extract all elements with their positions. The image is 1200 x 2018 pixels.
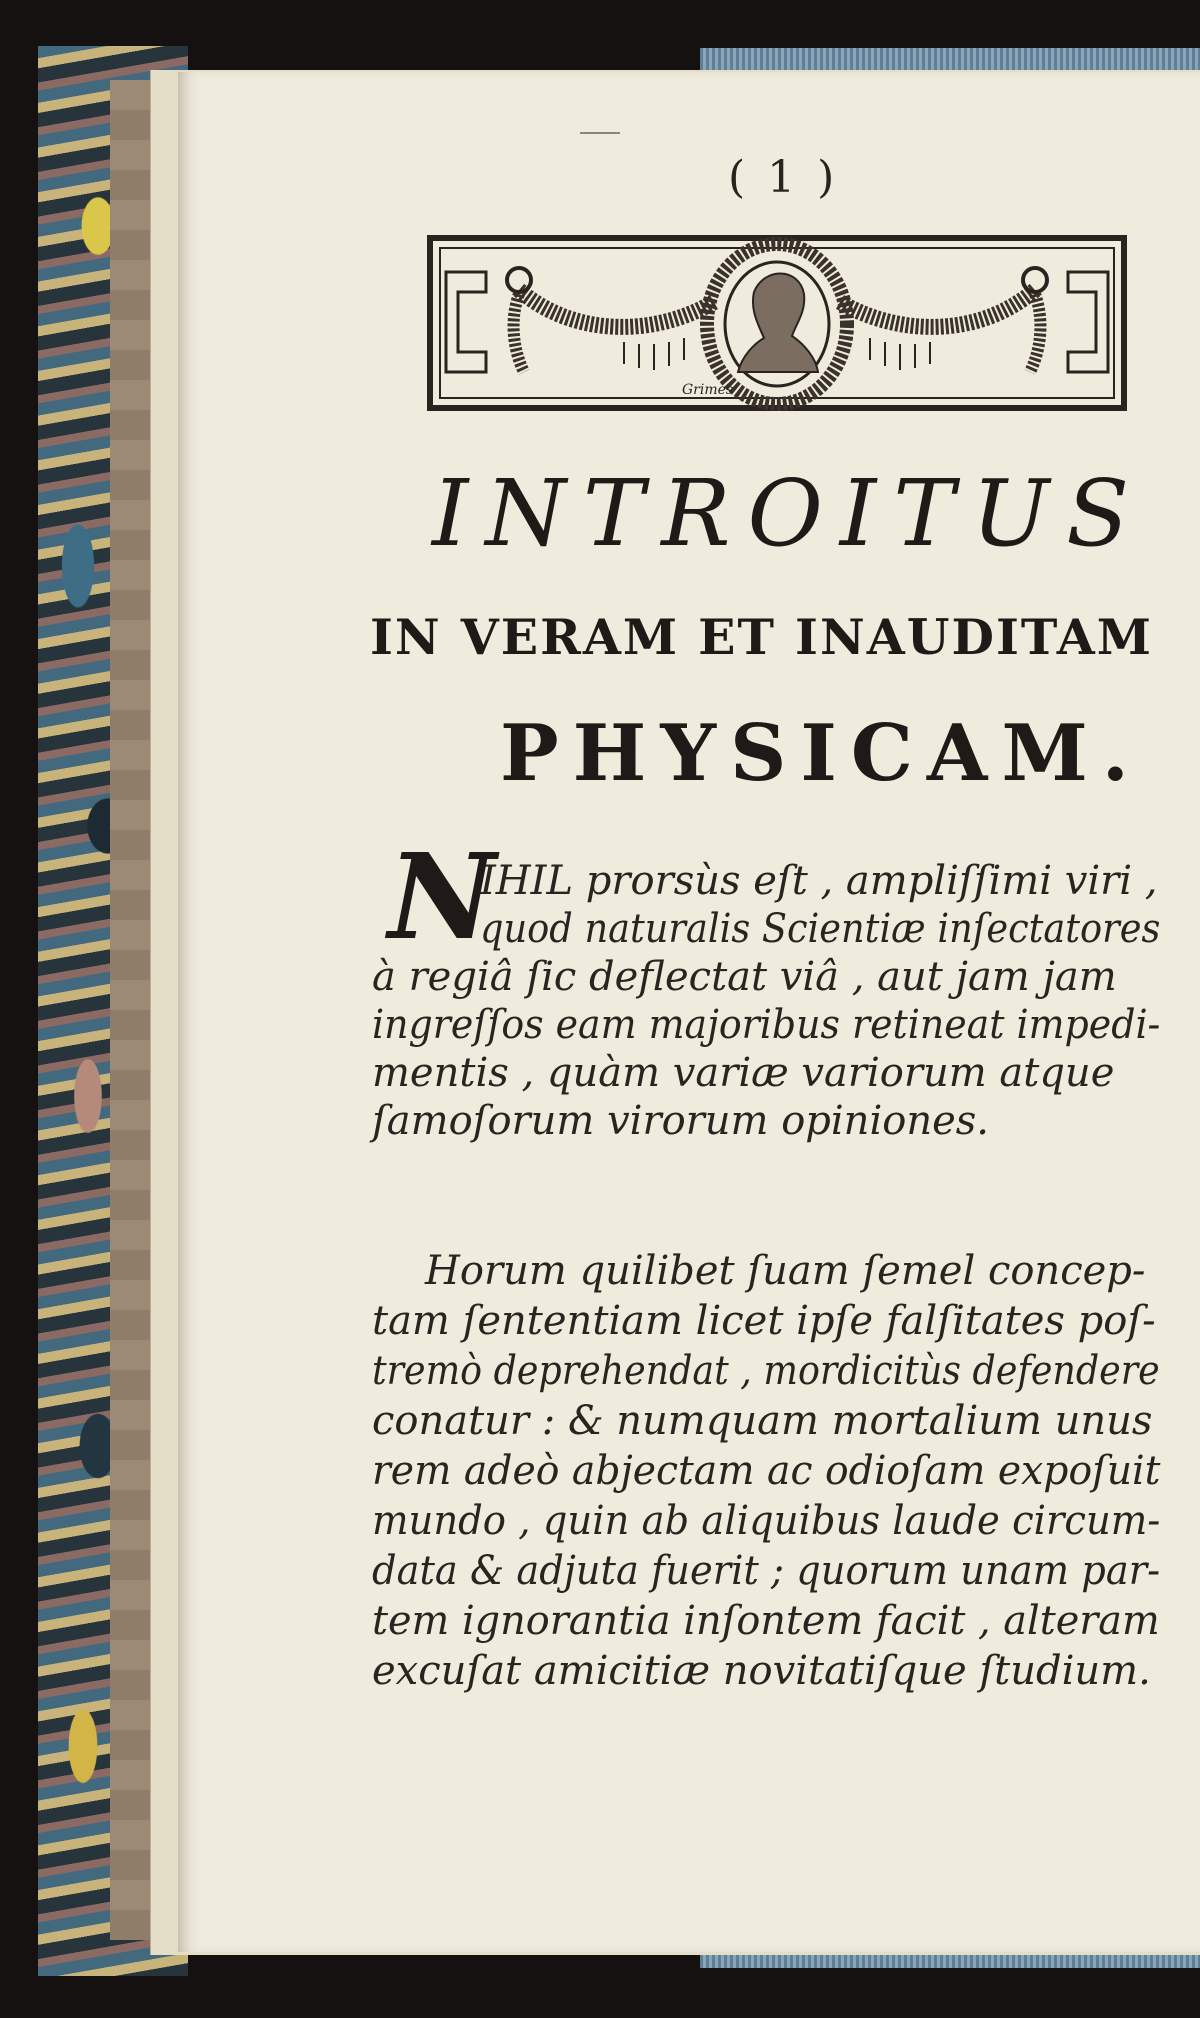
paragraph2-line: data & adjuta fuerit ; quorum unam par- [372, 1548, 1161, 1594]
title-main: INTROITUS [432, 460, 1147, 567]
title-subtitle-line2: PHYSICAM. [500, 708, 1143, 799]
page-number: ( 1 ) [728, 152, 839, 203]
paragraph1-line: ſamoſorum virorum opiniones. [372, 1098, 989, 1144]
paragraph1-line: ingreſſos eam majoribus retineat impedi- [372, 1002, 1161, 1048]
paragraph2-line: conatur : & numquam mortalium unus [372, 1398, 1153, 1444]
paragraph2-line: mundo , quin ab aliquibus laude circum- [372, 1498, 1161, 1544]
top-rule [580, 132, 620, 134]
paragraph2-line: tam ſententiam licet ipſe falſitates poſ- [372, 1298, 1156, 1344]
paragraph1-line: mentis , quàm variæ variorum atque [372, 1050, 1115, 1096]
paragraph1-line: quod naturalis Scientiæ inſectatores [480, 906, 1161, 952]
paragraph2-line: Horum quilibet ſuam ſemel concep- [425, 1248, 1146, 1294]
paragraph2-line: tem ignorantia inſontem facit , alteram [372, 1598, 1160, 1644]
paragraph1-line: IHIL prorsùs eſt , ampliſſimi viri , [480, 858, 1158, 904]
paragraph2-line: rem adeò abjectam ac odioſam expoſuit [372, 1448, 1161, 1494]
title-subtitle-line1: IN VERAM ET INAUDITAM [370, 608, 1153, 666]
drop-cap: N [388, 827, 496, 966]
medallion-portrait-headpiece-icon [424, 232, 1130, 414]
paragraph2-line: excuſat amicitiæ novitatiſque ſtudium. [372, 1648, 1151, 1694]
paragraph2-line: tremò deprehendat , mordicitùs defendere [372, 1348, 1160, 1394]
paragraph1-line: à regiâ ſic deflectat viâ , aut jam jam [372, 954, 1117, 1000]
engraver-signature: Grimes [682, 382, 734, 398]
board-edge-strip [110, 80, 152, 1940]
